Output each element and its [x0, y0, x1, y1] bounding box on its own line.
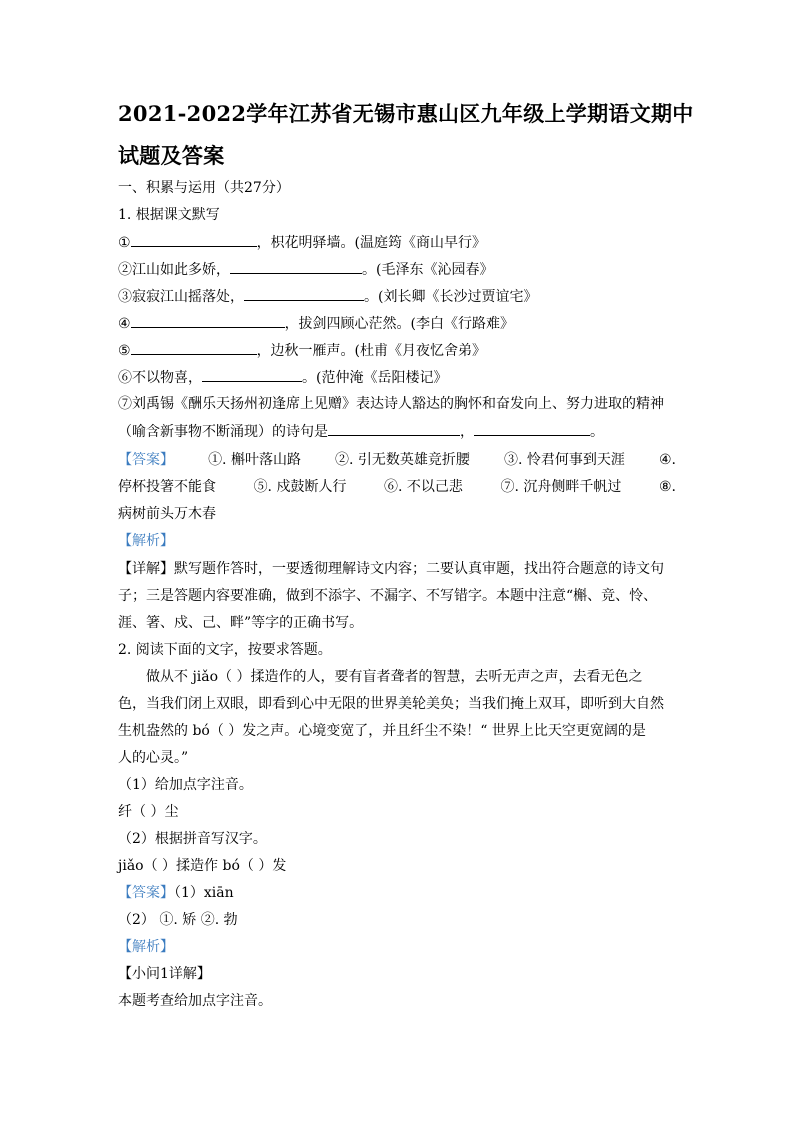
item-suffix: 。(刘长卿《长沙过贾谊宅》: [364, 289, 538, 305]
question-1-heading: 1. 根据课文默写: [118, 207, 220, 223]
answer-tag: 【答案】: [118, 452, 174, 468]
item-suffix: 。(毛泽东《沁园春》: [362, 262, 494, 278]
section-heading: 一、积累与运用（共27分）: [118, 180, 290, 196]
answer-blank: [131, 313, 285, 328]
answer-3: ③. 怜君何事到天涯: [504, 452, 625, 468]
answer-blank: [328, 421, 460, 436]
answer-blank: [131, 232, 257, 247]
detail-line-2: 子；三是答题内容要准确，做到不添字、不漏字、不写错字。本题中注意“槲、竞、怜、: [118, 588, 658, 604]
detail-line-1: 【详解】默写题作答时，一要透彻理解诗文内容；二要认真审题，找出符合题意的诗文句: [118, 561, 664, 577]
item-prefix: ②江山如此多娇，: [118, 262, 230, 278]
analysis-tag: 【解析】: [118, 939, 174, 955]
detail-line-3: 涯、箸、戍、己、畔”等字的正确书写。: [118, 615, 364, 631]
item-separator: ，: [460, 424, 474, 440]
item-suffix: 。: [590, 424, 604, 440]
answer-6: ⑥. 不以己悲: [384, 479, 463, 495]
item-prefix: ⑥不以物喜，: [118, 370, 202, 386]
passage-line-4: 人的心灵。”: [118, 750, 189, 766]
passage-line-1: 做从不 jiǎo（ ）揉造作的人，要有盲者聋者的智慧，去听无声之声，去看无色之: [146, 669, 643, 685]
answer-blank: [131, 340, 257, 355]
answer-text: （1）xiān: [174, 885, 234, 901]
small-question-text: 本题考查给加点字注音。: [118, 993, 272, 1009]
item-suffix: ，边秋一雁声。(杜甫《月夜忆舍弟》: [256, 343, 487, 359]
q2-answer-line-2: （2） ①. 矫 ②. 勃: [118, 912, 238, 928]
answer-7: ⑦. 沉舟侧畔千帆过: [500, 479, 622, 495]
item-prefix: （喻含新事物不断涌现）的诗句是: [118, 424, 328, 440]
answer-1: ①. 槲叶落山路: [208, 452, 301, 468]
q1-answer-row-1: [118, 450, 676, 470]
answer-blank: [230, 259, 362, 274]
item-prefix: ⑤: [118, 343, 131, 359]
document-title-line1: 2021-2022学年江苏省无锡市惠山区九年级上学期语文期中: [118, 101, 694, 126]
item-prefix: ①: [118, 235, 131, 251]
recitation-item-4: [118, 313, 514, 334]
answer-blank: [474, 421, 590, 436]
item-suffix: 。(范仲淹《岳阳楼记》: [302, 370, 448, 386]
q2-answer-line-1: [118, 883, 234, 903]
answer-blank: [244, 286, 364, 301]
recitation-item-6: [118, 367, 447, 388]
item-suffix: ，枳花明驿墙。(温庭筠《商山早行》: [256, 235, 487, 251]
analysis-tag: 【解析】: [118, 533, 174, 549]
recitation-item-7-line1: ⑦刘禹锡《酬乐天扬州初逢席上见赠》表达诗人豁达的胸怀和奋发向上、努力进取的精神: [118, 396, 664, 412]
answer-blank: [202, 367, 302, 382]
recitation-item-7-line2: [118, 421, 604, 442]
answer-tag: 【答案】: [118, 885, 174, 901]
document-title-line2: 试题及答案: [118, 143, 225, 168]
item-prefix: ④: [118, 316, 131, 332]
answer-8-number: ⑧.: [658, 479, 676, 495]
recitation-item-1: [118, 232, 486, 253]
passage-line-3: 生机盎然的 bó（ ）发之声。心境变宽了，并且纤尘不染！“ 世界上比天空更宽阔的是: [118, 723, 646, 739]
sub-question-2-item: jiǎo（ ）揉造作 bó（ ）发: [118, 858, 287, 874]
answer-4-number: ④.: [658, 452, 676, 468]
recitation-item-3: [118, 286, 537, 307]
answer-5: ⑤. 戍鼓断人行: [253, 479, 347, 495]
answer-2: ②. 引无数英雄竞折腰: [335, 452, 470, 468]
recitation-item-5: [118, 340, 486, 361]
q1-answer-row-2: [118, 477, 676, 497]
item-prefix: ③寂寂江山摇落处，: [118, 289, 244, 305]
sub-question-1: （1）给加点字注音。: [118, 777, 253, 793]
recitation-item-2: [118, 259, 493, 280]
answer-4: 停杯投箸不能食: [118, 479, 216, 495]
small-question-heading: 【小问1详解】: [118, 966, 211, 982]
sub-question-2: （2）根据拼音写汉字。: [118, 831, 267, 847]
sub-question-1-item: 纤（ ）尘: [118, 804, 179, 820]
answer-8: 病树前头万木春: [118, 506, 216, 522]
item-suffix: ，拔剑四顾心茫然。(李白《行路难》: [284, 316, 515, 332]
question-2-heading: 2. 阅读下面的文字，按要求答题。: [118, 642, 332, 658]
passage-line-2: 色，当我们闭上双眼，即看到心中无限的世界美轮美奂；当我们掩上双耳，即听到大自然: [118, 696, 664, 712]
